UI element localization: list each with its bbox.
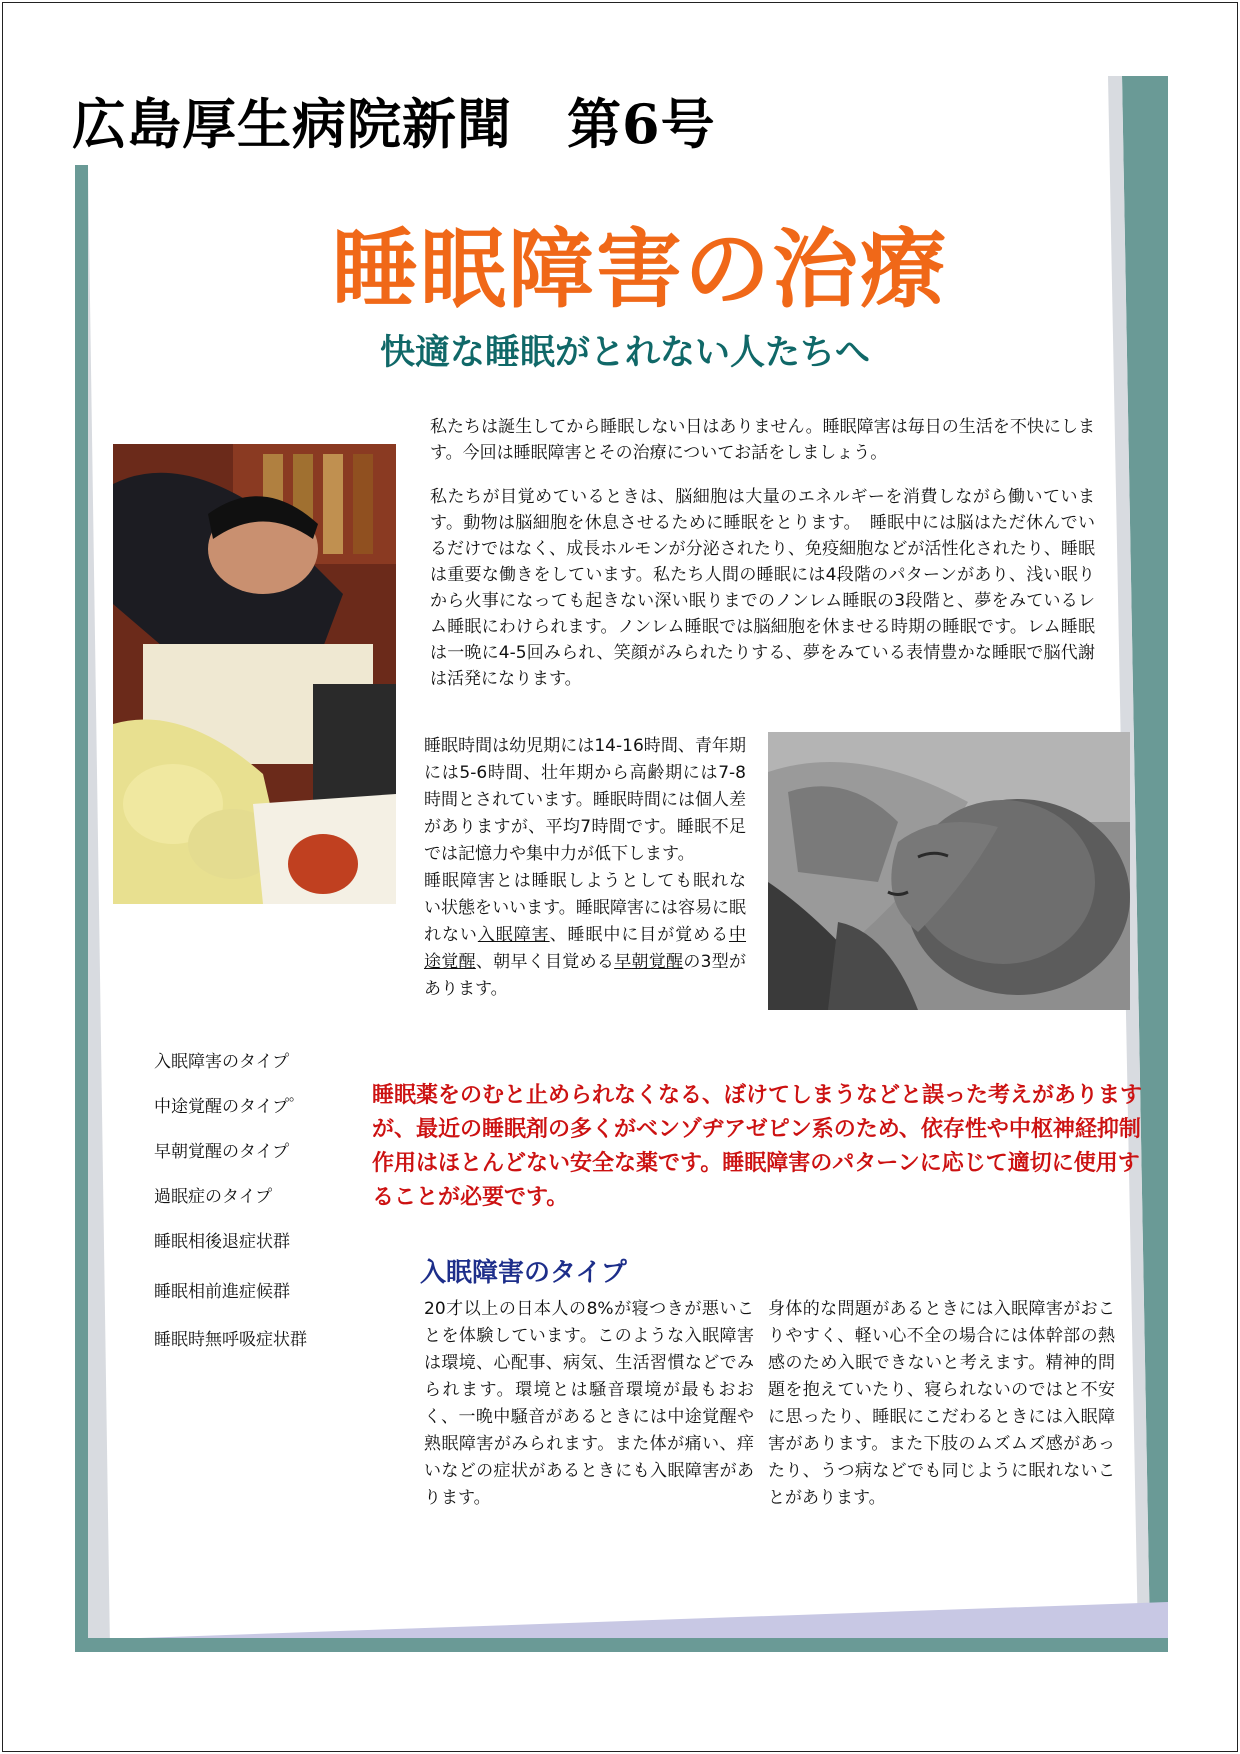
definition-part-d: の3型があります。 bbox=[424, 952, 747, 999]
list-item: 入眠障害のタイプ bbox=[154, 1052, 290, 1072]
section-column-2: 身体的な問題があるときには入眠障害がおこりやすく、軽い心不全の場合には体幹部の熱感のため入眠できないと考えます。精神的問題を抱えていたり、寝られないのではと不安に思ったり、睡眠にこだわるときには入眠障害があります。また下肢のムズムズ感があったり、うつ病などでも同じように眠れないことがあります。 bbox=[768, 1299, 1115, 1508]
sleep-disorder-definition bbox=[424, 868, 746, 1003]
intro-paragraph-2: 私たちが目覚めているときは、脳細胞は大量のエネルギーを消費しながら働いています。動物は脳細胞を休息させるために睡眠をとります。 睡眠中には脳はただ休んでいるだけではなく、成長ホルモンが分泌されたり、免疫細胞などが活性化されたり、睡眠は重要な働きをしています。私たち人間の睡眠には4段階のパターンがあり、浅い眠りから火事になっても起きない深い眠りまでのノンレム睡眠の3段階と、夢をみているレム睡眠にわけられます。ノンレム睡眠では脳細胞を休ませる時期の睡眠です。レム睡眠は一晩に4-5回みられ、笑顔がみられたりする、夢をみている表情豊かな睡眠で脳代謝は活発になります。 bbox=[430, 487, 1095, 689]
term-early-awakening: 早朝覚醒 bbox=[614, 952, 684, 972]
sleep-duration-paragraph: 睡眠時間は幼児期には14-16時間、青年期には5-6時間、壮年期から高齢期には7-8時間とされています。睡眠時間には個人差がありますが、平均7時間です。睡眠不足では記憶力や集中力が低下します。 bbox=[424, 736, 746, 864]
list-item: 睡眠相前進症候群 bbox=[154, 1282, 290, 1302]
sleeping-pill-callout: 睡眠薬をのむと止められなくなる、ぼけてしまうなどと誤った考えがありますが、最近の睡眠剤の多くがベンゾヂアゼピン系のため、依存性や中枢神経抑制作用はほとんどない安全な薬です。睡眠障害のパターンに応じて適切に使用することが必要です。 bbox=[372, 1082, 1143, 1210]
photo-sleeping-baby bbox=[768, 732, 1130, 1010]
intro-paragraph-1: 私たちは誕生してから睡眠しない日はありません。睡眠障害は毎日の生活を不快にします。今回は睡眠障害とその治療についてお話をしましょう。 bbox=[430, 417, 1095, 463]
term-midnight-awakening: 中途覚醒 bbox=[424, 925, 747, 972]
definition-part-a: 睡眠障害とは睡眠しようとしても眠れない状態をいいます。睡眠障害には容易に眠れない bbox=[424, 871, 746, 945]
bottom-frame-wedge bbox=[140, 1602, 1168, 1638]
newspaper-masthead: 広島厚生病院新聞 第6号 bbox=[72, 92, 716, 156]
left-frame-wedge bbox=[88, 165, 110, 1650]
list-item: 中途覚醒のタイプ゜ bbox=[154, 1097, 307, 1117]
photo-man-asleep-at-desk bbox=[113, 444, 396, 904]
section-column-1: 20才以上の日本人の8%が寝つきが悪いことを体験しています。このような入眠障害は環境、心配事、病気、生活習慣などでみられます。環境とは騒音環境が最もおおく、一晩中騒音があるときには中途覚醒や熟眠障害がみられます。また体が痛い、痒いなどの症状があるときにも入眠障害があります。 bbox=[424, 1299, 754, 1508]
definition-part-b: 、睡眠中に目が覚める bbox=[549, 925, 730, 945]
list-item: 過眠症のタイプ bbox=[154, 1187, 273, 1207]
left-frame-band bbox=[75, 165, 88, 1650]
definition-part-c: 、朝早く目覚める bbox=[475, 952, 615, 972]
sleep-duration-text bbox=[424, 733, 746, 1003]
list-item: 早朝覚醒のタイプ bbox=[154, 1142, 290, 1162]
page-title: 睡眠障害の治療 bbox=[332, 220, 948, 320]
term-sleep-onset: 入眠障害 bbox=[477, 925, 550, 945]
bottom-frame-band bbox=[75, 1638, 1168, 1652]
page-subtitle: 快適な睡眠がとれない人たちへ bbox=[379, 333, 870, 373]
section-heading: 入眠障害のタイプ bbox=[420, 1258, 627, 1288]
intro-text bbox=[430, 414, 1095, 710]
list-item: 睡眠時無呼吸症状群 bbox=[154, 1330, 307, 1350]
sleep-disorder-types-list bbox=[154, 1050, 364, 1373]
list-item: 睡眠相後退症状群 bbox=[154, 1232, 290, 1252]
